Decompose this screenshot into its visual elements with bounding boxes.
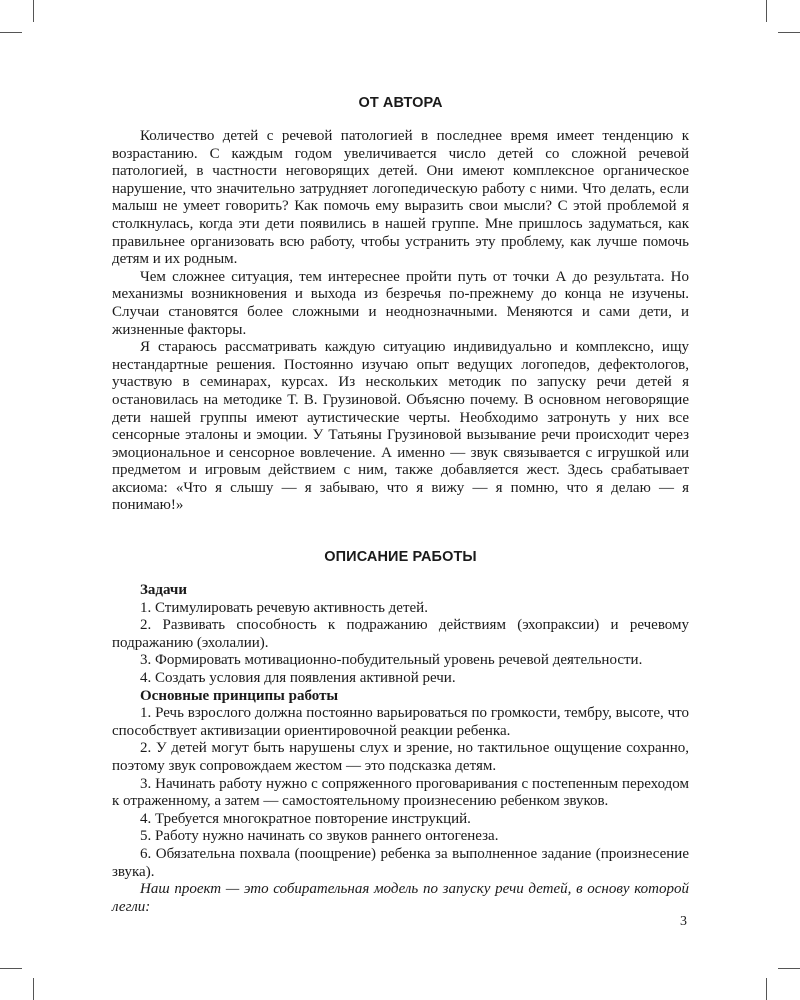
crop-mark-top-left xyxy=(33,0,34,22)
crop-mark-bottom-right-h xyxy=(778,968,800,969)
tasks-title: Задачи xyxy=(140,582,188,599)
author-paragraph-3: Я стараюсь рассматривать каждую ситуацию индивидуально и комплексно, ищу нестандартные решения. Постоянно изучаю опыт ведущих логопедов, дефектологов, участвую в семинарах, курсах. Из нескольких методик по запуску речи детей я остановилась на методике Т. В. Грузиновой. Объясню почему. В основном неговорящие дети нашей группы имеют аутистические черты. Необходимо затронуть у них все сенсорные эталоны и эмоции. У Татьяны Грузиновой вызывание речи происходит через эмоциональное и сенсорное вовлечение. А именно — звук связывается с игрушкой или предметом и игровым действием с ним, также добавляется жест. Здесь срабатывает аксиома: «Что я слышу — я забываю, что я вижу — я помню, что я делаю — я понимаю!» xyxy=(112,339,689,514)
principle-item-1: 1. Речь взрослого должна постоянно варьироваться по громкости, тембру, высоте, что способствует активизации ориентировочной реакции ребенка. xyxy=(112,705,689,739)
crop-mark-bottom-right xyxy=(766,978,767,1000)
principle-item-4: 4. Требуется многократное повторение инструкций. xyxy=(140,810,471,827)
heading-work: ОПИСАНИЕ РАБОТЫ xyxy=(324,549,477,566)
author-paragraph-1: Количество детей с речевой патологией в последнее время имеет тенденцию к возрастанию. С каждым годом увеличивается число детей со сложной речевой патологией, в частности неговорящих детей. Они имеют комплексное органическое нарушение, что значительно затрудняет логопедическую работу с ними. Что делать, если малыш не умеет говорить? Как помочь ему выразить свои мысли? С этой проблемой я столкнулась, когда эти дети появились в нашей группе. Мне пришлось задуматься, как правильнее организовать всю работу, чтобы устранить эту проблему, как лучше помочь детям и их родным. xyxy=(112,128,689,268)
heading-author: ОТ АВТОРА xyxy=(358,95,443,111)
page-number: 3 xyxy=(680,914,687,929)
crop-mark-top-right xyxy=(766,0,767,22)
closing-italic-text: Наш проект — это собирательная модель по запуску речи детей, в основу которой легли: xyxy=(112,881,689,915)
task-item-4: 4. Создать условия для появления активной речи. xyxy=(140,670,456,687)
crop-mark-top-right-h xyxy=(778,32,800,33)
principles-title: Основные принципы работы xyxy=(140,687,339,704)
principle-item-3: 3. Начинать работу нужно с сопряженного проговаривания с постепенным переходом к отраженному, а затем — самостоятельному произнесению ребенком звуков. xyxy=(112,775,689,810)
principle-item-6: 6. Обязательна похвала (поощрение) ребенка за выполненное задание (произнесение звука). xyxy=(112,845,689,880)
task-item-3: 3. Формировать мотивационно-побудительный уровень речевой деятельности. xyxy=(140,652,643,669)
principle-item-2: 2. У детей могут быть нарушены слух и зрение, но тактильное ощущение сохранно, поэтому звук сопровождаем жестом — это подсказка детям. xyxy=(112,740,689,774)
task-item-2: 2. Развивать способность к подражанию действиям (эхопраксии) и речевому подражанию (эхолалии). xyxy=(112,617,689,651)
crop-mark-top-left-h xyxy=(0,32,22,33)
crop-mark-bottom-left xyxy=(33,978,34,1000)
task-item-1: 1. Стимулировать речевую активность детей. xyxy=(140,599,428,616)
principle-item-5: 5. Работу нужно начинать со звуков раннего онтогенеза. xyxy=(140,828,499,845)
page-body xyxy=(112,95,689,916)
author-paragraph-2: Чем сложнее ситуация, тем интереснее пройти путь от точки А до результата. Но механизмы возникновения и выхода из безречья по-прежнему до конца не изучены. Случаи становятся более сложными и неоднозначными. Меняются и сами дети, и жизненные факторы. xyxy=(112,268,689,338)
crop-mark-bottom-left-h xyxy=(0,968,22,969)
